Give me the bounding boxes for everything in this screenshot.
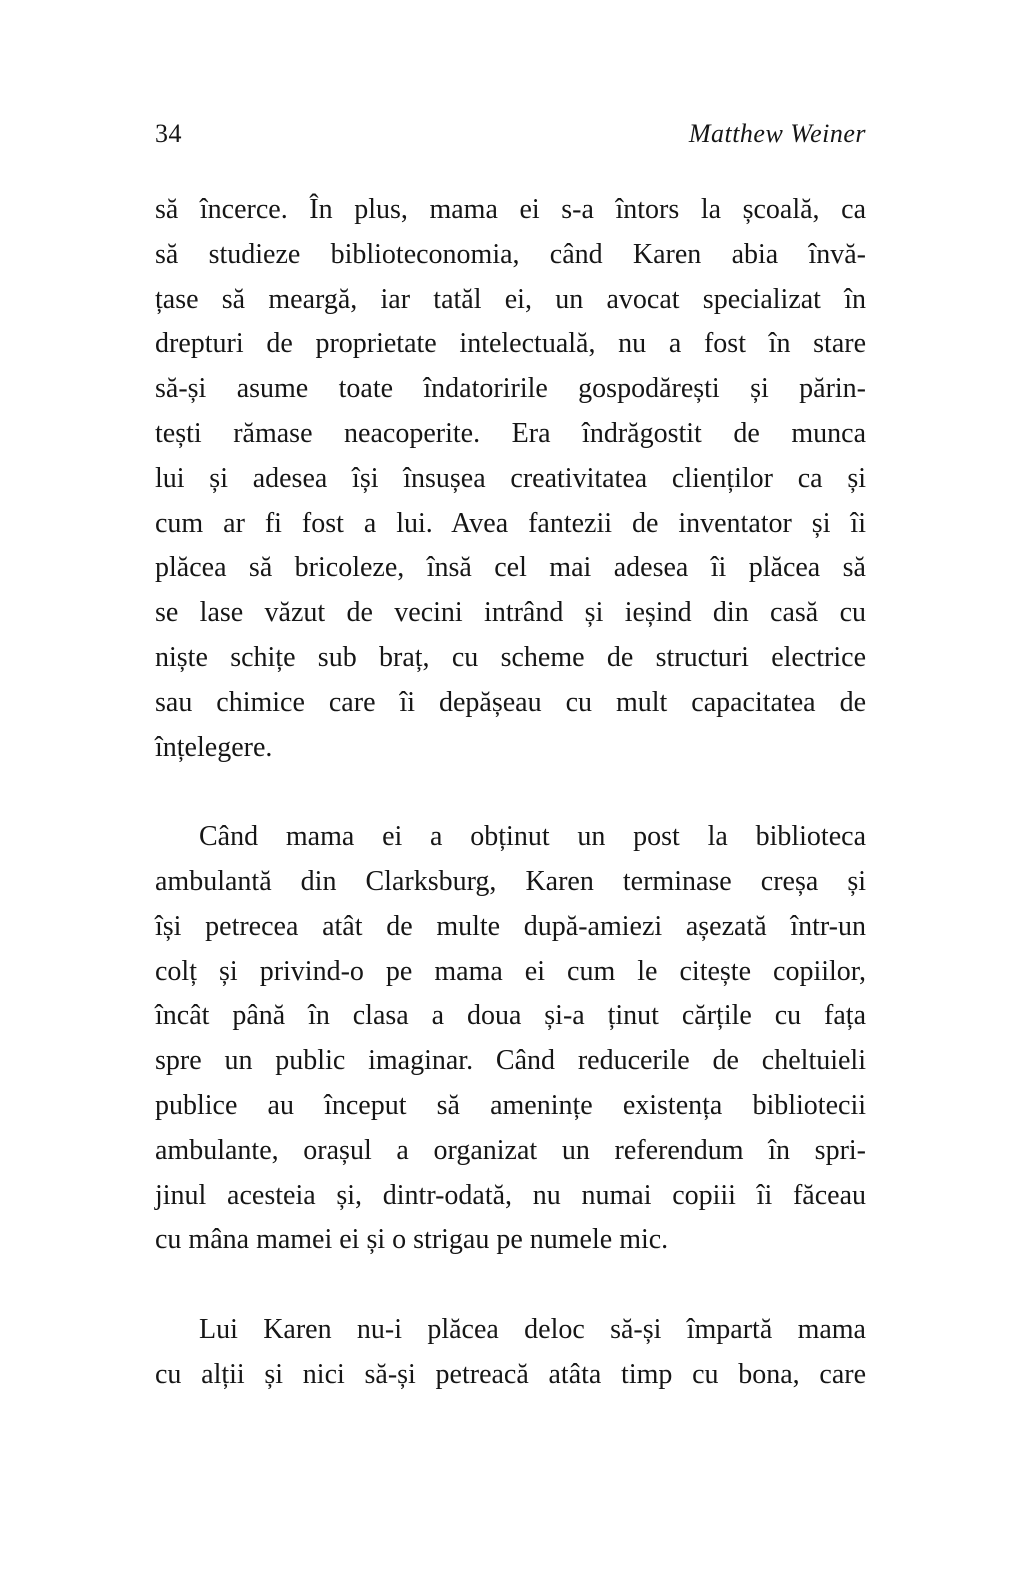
text-line: spre un public imaginar. Când reducerile de cheltuieli <box>155 1045 866 1077</box>
text-line: cu alții și nici să-și petreacă atâta timp cu bona, care <box>155 1358 866 1390</box>
text-line: tești rămase neacoperite. Era îndrăgostit de munca <box>155 417 866 449</box>
text-line: Lui Karen nu-i plăcea deloc să-și împartă mama <box>199 1313 866 1345</box>
text-line: niște schițe sub braț, cu scheme de structuri electrice <box>155 641 866 673</box>
running-header <box>155 118 866 150</box>
text-line: înțelegere. <box>155 731 273 763</box>
text-line: ambulantă din Clarksburg, Karen terminase creșa și <box>155 865 866 897</box>
body-text <box>155 188 866 1398</box>
paragraph <box>155 188 866 770</box>
text-line: Când mama ei a obținut un post la biblioteca <box>199 821 866 853</box>
text-line: țase să meargă, iar tatăl ei, un avocat specializat în <box>155 283 866 315</box>
text-line: cu mâna mamei ei și o strigau pe numele mic. <box>155 1224 669 1256</box>
text-line: sau chimice care îi depășeau cu mult capacitatea de <box>155 686 866 718</box>
text-line: drepturi de proprietate intelectuală, nu a fost în stare <box>155 328 866 360</box>
text-line: să studieze biblioteconomia, când Karen abia învă- <box>155 238 866 270</box>
text-line: colț și privind-o pe mama ei cum le citește copiilor, <box>155 955 866 987</box>
text-line: să încerce. În plus, mama ei s-a întors la școală, ca <box>155 194 866 225</box>
paragraph <box>155 1308 866 1398</box>
text-line: încât până în clasa a doua și-a ținut cărțile cu fața <box>155 1000 866 1032</box>
text-line: se lase văzut de vecini intrând și ieșind din casă cu <box>155 597 866 629</box>
text-line: să-și asume toate îndatoririle gospodărești și părin- <box>155 373 866 405</box>
text-line: cum ar fi fost a lui. Avea fantezii de inventator și îi <box>155 507 866 539</box>
text-line: ambulante, orașul a organizat un referendum în spri- <box>155 1134 866 1166</box>
paragraph <box>155 815 866 1263</box>
text-line: jinul acesteia și, dintr-odată, nu numai copiii îi făceau <box>155 1179 866 1211</box>
running-header-author: Matthew Weiner <box>688 119 866 148</box>
text-line: lui și adesea își însușea creativitatea clienților ca și <box>155 462 866 494</box>
page-number: 34 <box>155 119 182 148</box>
text-line: publice au început să amenințe existența bibliotecii <box>155 1089 866 1121</box>
text-line: plăcea să bricoleze, însă cel mai adesea îi plăcea să <box>155 552 866 584</box>
text-line: își petrecea atât de multe după-amiezi așezată într-un <box>155 910 866 942</box>
